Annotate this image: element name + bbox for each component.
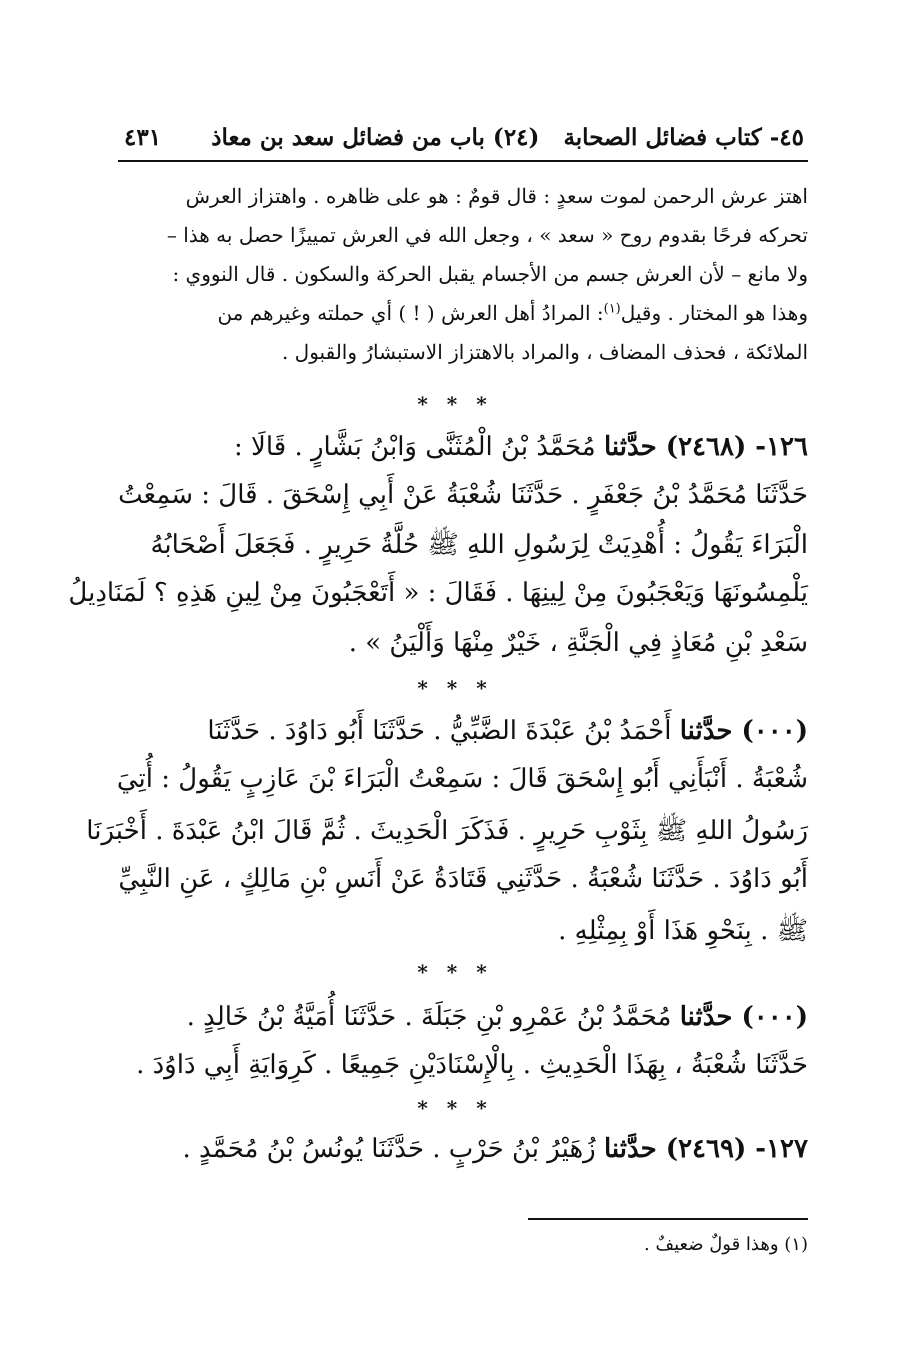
hadith-text: مُحَمَّدُ بْنُ الْمُثَنَّى وَابْنُ بَشَّارٍ . قَالَا : [234, 432, 596, 462]
hadith-line: رَسُولُ اللهِ ﷺ بِثَوْبِ حَرِيرٍ . فَذَكَرَ الْحَدِيثَ . ثُمَّ قَالَ ابْنُ عَبْدَةَ . أَخْبَرَنَا [86, 816, 808, 846]
hadith-line: حَدَّثَنَا شُعْبَةُ ، بِهَذَا الْحَدِيثِ . بِالْإِسْنَادَيْنِ جَمِيعًا . كَرِوَايَةِ أَبِي دَاوُدَ . [136, 1050, 808, 1080]
hadith-text: زُهَيْرُ بْنُ حَرْبٍ . حَدَّثَنَا يُونُسُ بْنُ مُحَمَّدٍ . [182, 1134, 596, 1164]
commentary-line: ولا مانع – لأن العرش جسم من الأجسام يقبل الحركة والسكون . قال النووي : [172, 262, 808, 286]
hadith-line [207, 716, 808, 746]
hadith-number: ١٢٧- (٢٤٦٩) حدَّثنا [604, 1134, 808, 1164]
commentary-text: وهذا هو المختار . وقيل [620, 301, 808, 325]
section-separator: * * * [417, 676, 493, 700]
hadith-line [187, 1002, 808, 1032]
commentary-line: اهتز عرش الرحمن لموت سعدٍ : قال قومٌ : هو على ظاهره . واهتزاز العرش [185, 184, 808, 208]
hadith-line: الْبَرَاءَ يَقُولُ : أُهْدِيَتْ لِرَسُولِ اللهِ ﷺ حُلَّةُ حَرِيرٍ . فَجَعَلَ أَصْحَابُهُ [150, 530, 808, 560]
footnote: (١) وهذا قولٌ ضعيفٌ . [644, 1234, 808, 1255]
hadith-text: أَحْمَدُ بْنُ عَبْدَةَ الضَّبِّيُّ . حَدَّثَنَا أَبُو دَاوُدَ . حَدَّثَنَا [207, 716, 672, 746]
section-title: (٢٤) باب من فضائل سعد بن معاذ [211, 124, 540, 151]
commentary-line [217, 301, 808, 325]
running-title [211, 124, 804, 151]
section-separator: * * * [417, 1096, 493, 1120]
page-header [118, 118, 808, 162]
hadith-line: شُعْبَةُ . أَنْبَأَنِي أَبُو إِسْحَقَ قَالَ : سَمِعْتُ الْبَرَاءَ بْنَ عَازِبٍ يَقُولُ : أُتِيَ [116, 764, 808, 794]
hadith-line: يَلْمِسُونَهَا وَيَعْجَبُونَ مِنْ لِينِهَا . فَقَالَ : « أَتَعْجَبُونَ مِنْ لِينِ هَذِهِ ؟ لَمَنَادِيلُ [68, 578, 808, 608]
commentary-text: : المرادُ أهل العرش ( ! ) أي حملته وغيرهم من [217, 301, 604, 325]
hadith-number: (٠٠٠) حدَّثنا [679, 716, 808, 746]
hadith-line: ﷺ . بِنَحْوِ هَذَا أَوْ بِمِثْلِهِ . [558, 916, 808, 946]
hadith-line [183, 1134, 809, 1164]
section-separator: * * * [417, 392, 493, 416]
hadith-line: سَعْدِ بْنِ مُعَاذٍ فِي الْجَنَّةِ ، خَيْرٌ مِنْهَا وَأَلْيَنُ » . [348, 628, 808, 658]
section-separator: * * * [417, 960, 493, 984]
hadith-line [234, 432, 808, 462]
chapter-title: ٤٥- كتاب فضائل الصحابة [563, 124, 804, 151]
commentary-line: تحركه فرحًا بقدوم روح « سعد » ، وجعل الله في العرش تمييزًا حصل به هذا – [166, 223, 808, 247]
hadith-line: حَدَّثَنَا مُحَمَّدُ بْنُ جَعْفَرٍ . حَدَّثَنَا شُعْبَةُ عَنْ أَبِي إِسْحَقَ . قَالَ : سَمِعْتُ [118, 480, 808, 510]
hadith-number: ١٢٦- (٢٤٦٨) حدَّثنا [604, 432, 808, 462]
commentary-line: الملائكة ، فحذف المضاف ، والمراد بالاهتزاز الاستبشارُ والقبول . [281, 340, 808, 364]
page-number: ٤٣١ [124, 124, 162, 151]
footnote-marker: (١) [603, 301, 621, 317]
footnote-divider [528, 1218, 808, 1220]
hadith-line: أَبُو دَاوُدَ . حَدَّثَنَا شُعْبَةُ . حَدَّثَنِي قَتَادَةُ عَنْ أَنَسِ بْنِ مَالِكٍ ، عَنِ النَّبِيِّ [118, 864, 808, 894]
hadith-text: مُحَمَّدُ بْنُ عَمْرِو بْنِ جَبَلَةَ . حَدَّثَنَا أُمَيَّةُ بْنُ خَالِدٍ . [186, 1002, 672, 1032]
hadith-number: (٠٠٠) حدَّثنا [679, 1002, 808, 1032]
